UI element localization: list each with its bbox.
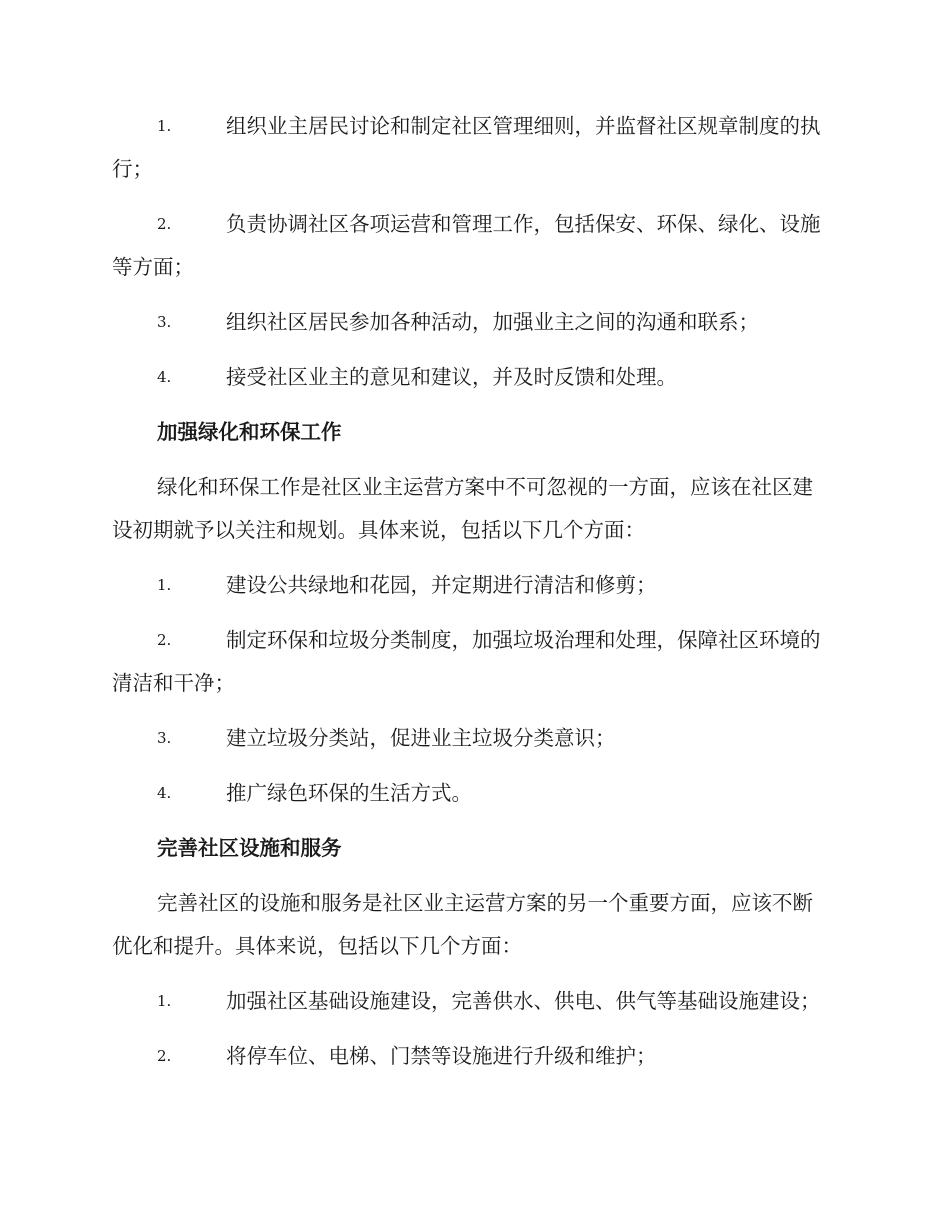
section-heading-facilities: 完善社区设施和服务 <box>157 836 342 860</box>
list-number: 4. <box>157 784 172 802</box>
list-text: 推广绿色环保的生活方式。 <box>226 781 472 805</box>
list-item <box>112 105 832 191</box>
list-number: 2. <box>157 215 172 233</box>
list-item <box>112 772 832 815</box>
section-intro-facilities: 完善社区的设施和服务是社区业主运营方案的另一个重要方面，应该不断优化和提升。具体来说，包括以下几个方面： <box>112 891 813 958</box>
list-text: 制定环保和垃圾分类制度，加强垃圾治理和处理，保障社区环境的清洁和干净； <box>112 628 821 695</box>
list-number: 3. <box>157 313 172 331</box>
list-text: 建立垃圾分类站，促进业主垃圾分类意识； <box>226 726 616 750</box>
list-number: 2. <box>157 1047 172 1065</box>
list-number: 2. <box>157 631 172 649</box>
list-item <box>112 1035 832 1078</box>
list-number: 4. <box>157 368 172 386</box>
list-text: 负责协调社区各项运营和管理工作，包括保安、环保、绿化、设施等方面； <box>112 212 821 279</box>
section-heading-green: 加强绿化和环保工作 <box>157 420 342 444</box>
list-number: 1. <box>157 576 172 594</box>
list-number: 1. <box>157 992 172 1010</box>
list-item <box>112 980 832 1023</box>
list-item <box>112 356 832 399</box>
list-item <box>112 301 832 344</box>
list-item <box>112 564 832 607</box>
list-item <box>112 717 832 760</box>
list-text: 将停车位、电梯、门禁等设施进行升级和维护； <box>226 1044 657 1068</box>
list-text: 加强社区基础设施建设，完善供水、供电、供气等基础设施建设； <box>226 989 821 1013</box>
list-text: 建设公共绿地和花园，并定期进行清洁和修剪； <box>226 573 657 597</box>
list-number: 3. <box>157 729 172 747</box>
section-intro-green: 绿化和环保工作是社区业主运营方案中不可忽视的一方面，应该在社区建设初期就予以关注和规划。具体来说，包括以下几个方面： <box>112 475 813 542</box>
list-item <box>112 619 832 705</box>
list-text: 组织业主居民讨论和制定社区管理细则，并监督社区规章制度的执行； <box>112 114 821 181</box>
list-item <box>112 203 832 289</box>
list-number: 1. <box>157 117 172 135</box>
list-text: 组织社区居民参加各种活动，加强业主之间的沟通和联系； <box>226 310 759 334</box>
list-text: 接受社区业主的意见和建议，并及时反馈和处理。 <box>226 365 677 389</box>
